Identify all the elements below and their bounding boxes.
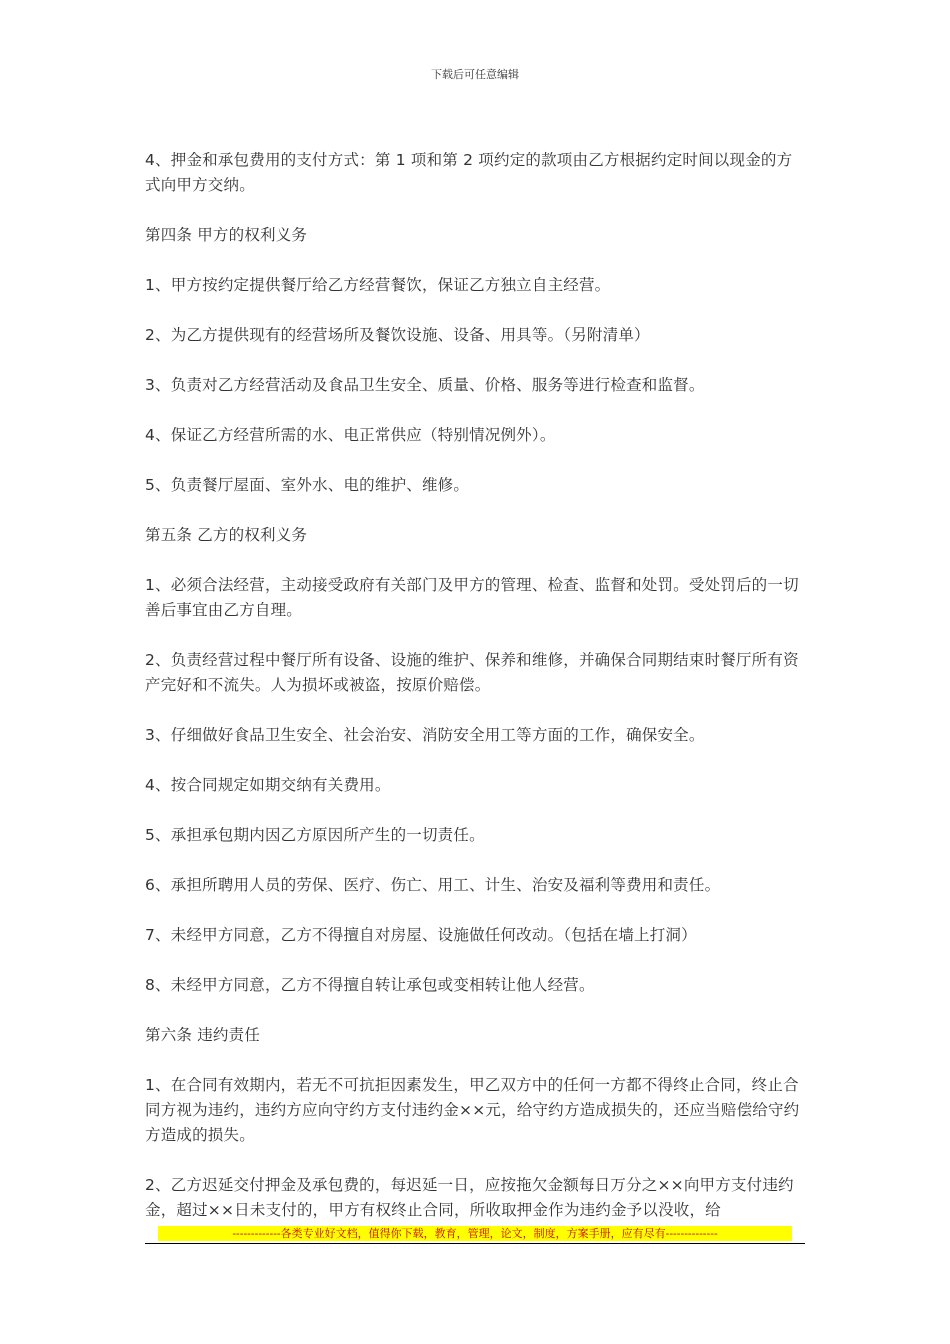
paragraph: 4、按合同规定如期交纳有关费用。 — [145, 776, 391, 794]
paragraph: 7、未经甲方同意，乙方不得擅自对房屋、设施做任何改动。（包括在墙上打洞） — [145, 926, 697, 944]
paragraph: 2、为乙方提供现有的经营场所及餐饮设施、设备、用具等。（另附清单） — [145, 326, 650, 344]
paragraph: 1、必须合法经营，主动接受政府有关部门及甲方的管理、检查、监督和处罚。受处罚后的一切善后事宜由乙方自理。 — [145, 576, 799, 619]
section-heading: 第六条 违约责任 — [145, 1026, 261, 1044]
paragraph: 1、在合同有效期内，若无不可抗拒因素发生，甲乙双方中的任何一方都不得终止合同，终止合同方视为违约，违约方应向守约方支付违约金××元，给守约方造成损失的，还应当赔偿给守约方造成的损失。 — [145, 1076, 800, 1144]
paragraph: 4、押金和承包费用的支付方式：第 1 项和第 2 项约定的款项由乙方根据约定时间以现金的方式向甲方交纳。 — [145, 151, 793, 194]
footer-divider — [145, 1243, 805, 1244]
paragraph: 6、承担所聘用人员的劳保、医疗、伤亡、用工、计生、治安及福利等费用和责任。 — [145, 876, 721, 894]
document-body — [145, 148, 805, 1248]
paragraph: 3、负责对乙方经营活动及食品卫生安全、质量、价格、服务等进行检查和监督。 — [145, 376, 705, 394]
paragraph: 5、负责餐厅屋面、室外水、电的维护、维修。 — [145, 476, 470, 494]
paragraph: 1、甲方按约定提供餐厅给乙方经营餐饮，保证乙方独立自主经营。 — [145, 276, 611, 294]
paragraph: 5、承担承包期内因乙方原因所产生的一切责任。 — [145, 826, 485, 844]
footer-banner: -------------各类专业好文档，值得你下载，教育，管理，论文，制度，方案手册，应有尽有-------------- — [158, 1226, 792, 1241]
section-heading: 第四条 甲方的权利义务 — [145, 226, 308, 244]
paragraph: 8、未经甲方同意，乙方不得擅自转让承包或变相转让他人经营。 — [145, 976, 595, 994]
paragraph: 2、乙方迟延交付押金及承包费的，每迟延一日，应按拖欠金额每日万分之××向甲方支付违约金，超过××日未支付的，甲方有权终止合同，所收取押金作为违约金予以没收，给 — [145, 1176, 794, 1219]
section-heading: 第五条 乙方的权利义务 — [145, 526, 308, 544]
paragraph: 3、仔细做好食品卫生安全、社会治安、消防安全用工等方面的工作，确保安全。 — [145, 726, 705, 744]
paragraph: 4、保证乙方经营所需的水、电正常供应（特别情况例外）。 — [145, 426, 556, 444]
page-header-note: 下载后可任意编辑 — [431, 68, 519, 81]
paragraph: 2、负责经营过程中餐厅所有设备、设施的维护、保养和维修，并确保合同期结束时餐厅所有资产完好和不流失。人为损坏或被盗，按原价赔偿。 — [145, 651, 799, 694]
